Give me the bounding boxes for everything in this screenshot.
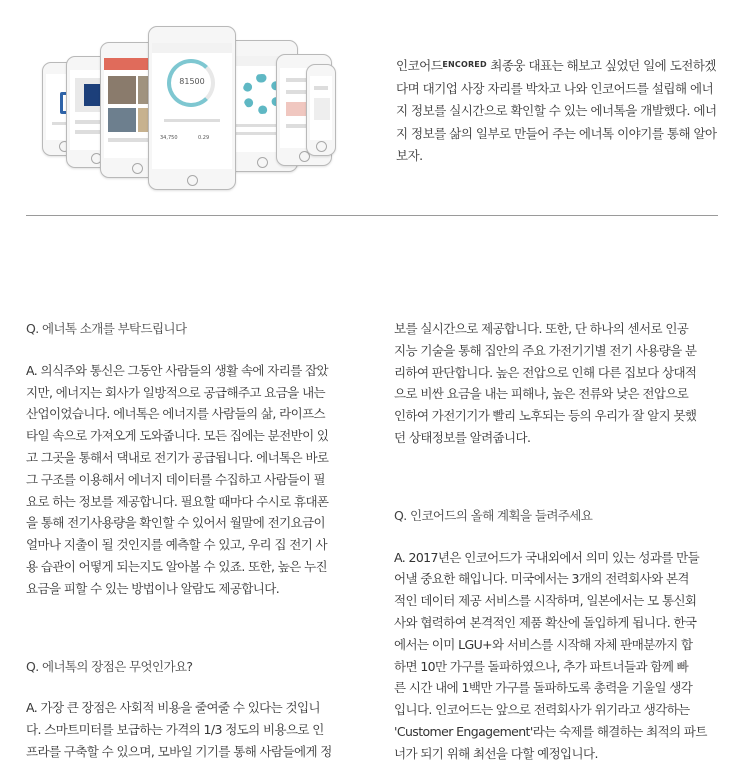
app-screenshots-illustration (40, 26, 340, 191)
stat-value-2: 0.29 (198, 135, 210, 141)
brand-name: ENCORED (442, 60, 487, 69)
phone-center-main (148, 26, 236, 190)
question-3: Q. 인코어드의 올해 계획을 들려주세요 (394, 507, 593, 523)
right-column (394, 318, 720, 765)
left-column (26, 318, 352, 763)
answer-2-continued: 보를 실시간으로 제공합니다. 또한, 단 하나의 센서로 인공 지능 기술을 통해 집안의 주요 가전기기별 전기 사용량을 분 리하여 판단합니다. 높은 전압으로 인해 다른 집보다 상대적 으로 비싼 요금을 내는 피해나, 높은 전류와 낮은 전압으로 인하여 가전기기가 빨리 노후되는 등의 우리가 잘 알지 못했 던 상태정보를 알려줍니다. (394, 321, 697, 445)
main-reading: 81500 (179, 77, 205, 86)
section-divider (26, 215, 718, 216)
intro-paragraph (396, 54, 722, 168)
question-1: Q. 에너톡 소개를 부탁드립니다 (26, 321, 187, 336)
question-2: Q. 에너톡의 장점은 무엇인가요? (26, 658, 193, 674)
stat-value-1: 34,750 (160, 135, 178, 141)
intro-text: 최종웅 대표는 해보고 싶었던 일에 도전하겠다며 대기업 사장 자리를 박차고 나와 인코어드를 설립해 에너지 정보를 실시간으로 확인할 수 있는 에너톡을 개발했다. 에너지 정보를 삶의 일부로 만들어 주는 에너톡 이야기를 통해 알아보자. (396, 58, 717, 163)
answer-3: A. 2017년은 인코어드가 국내외에서 의미 있는 성과를 만들 어낼 중요한 해입니다. 미국에서는 3개의 전력회사와 본격 적인 데이터 제공 서비스를 시작하며, 일본에서는 모 통신회 사와 협력하여 본격적인 제품 확산에 돌입하게 됩니다. 한국 에서는 이미 LGU+와 서비스를 시작해 자체 판매분까지 합 하면 10만 가구를 돌파하였으나, 추가 파트너들과 함께 빠 른 시간 내에 1백만 가구를 돌파하도록 총력을 기울일 생각 입니다. 인코어드는 앞으로 전력회사가 위기라고 생각하는 'Customer Engagement'라는 숙제를 해결하는 최적의 파트 너가 되기 위해 최선을 다할 예정입니다. (394, 549, 707, 761)
company-name: 인코어드 (396, 58, 443, 73)
answer-1: A. 의식주와 통신은 그동안 사람들의 생활 속에 자리를 잡았 지만, 에너지는 회사가 일방적으로 공급해주고 요금을 내는 산업이었습니다. 에너톡은 에너지를 사람들의 삶, 라이프스 타일 속으로 가져오게 도와줍니다. 모든 집에는 분전반이 있 고 그곳을 통해서 댁내로 전기가 공급됩니다. 에너톡은 바로 그 구조를 이용해서 에너지 데이터를 수집하고 사람들이 필 요로 하는 정보를 제공합니다. 필요할 때마다 수시로 휴대폰 을 통해 전기사용량을 확인할 수 있어서 월말에 전기요금이 얼마나 지출이 될 것인지를 예측할 수 있고, 우리 집 전기 사 용 습관이 어떻게 되는지도 알아볼 수 있죠. 또한, 높은 누진 요금을 피할 수 있는 방법이나 알람도 제공합니다. (26, 362, 329, 596)
answer-2: A. 가장 큰 장점은 사회적 비용을 줄여줄 수 있다는 것입니 다. 스마트미터를 보급하는 가격의 1/3 정도의 비용으로 인 프라를 구축할 수 있으며, 모바일 기기를 통해 사람들에게 정 (26, 700, 332, 759)
phone-far-right (306, 64, 336, 156)
